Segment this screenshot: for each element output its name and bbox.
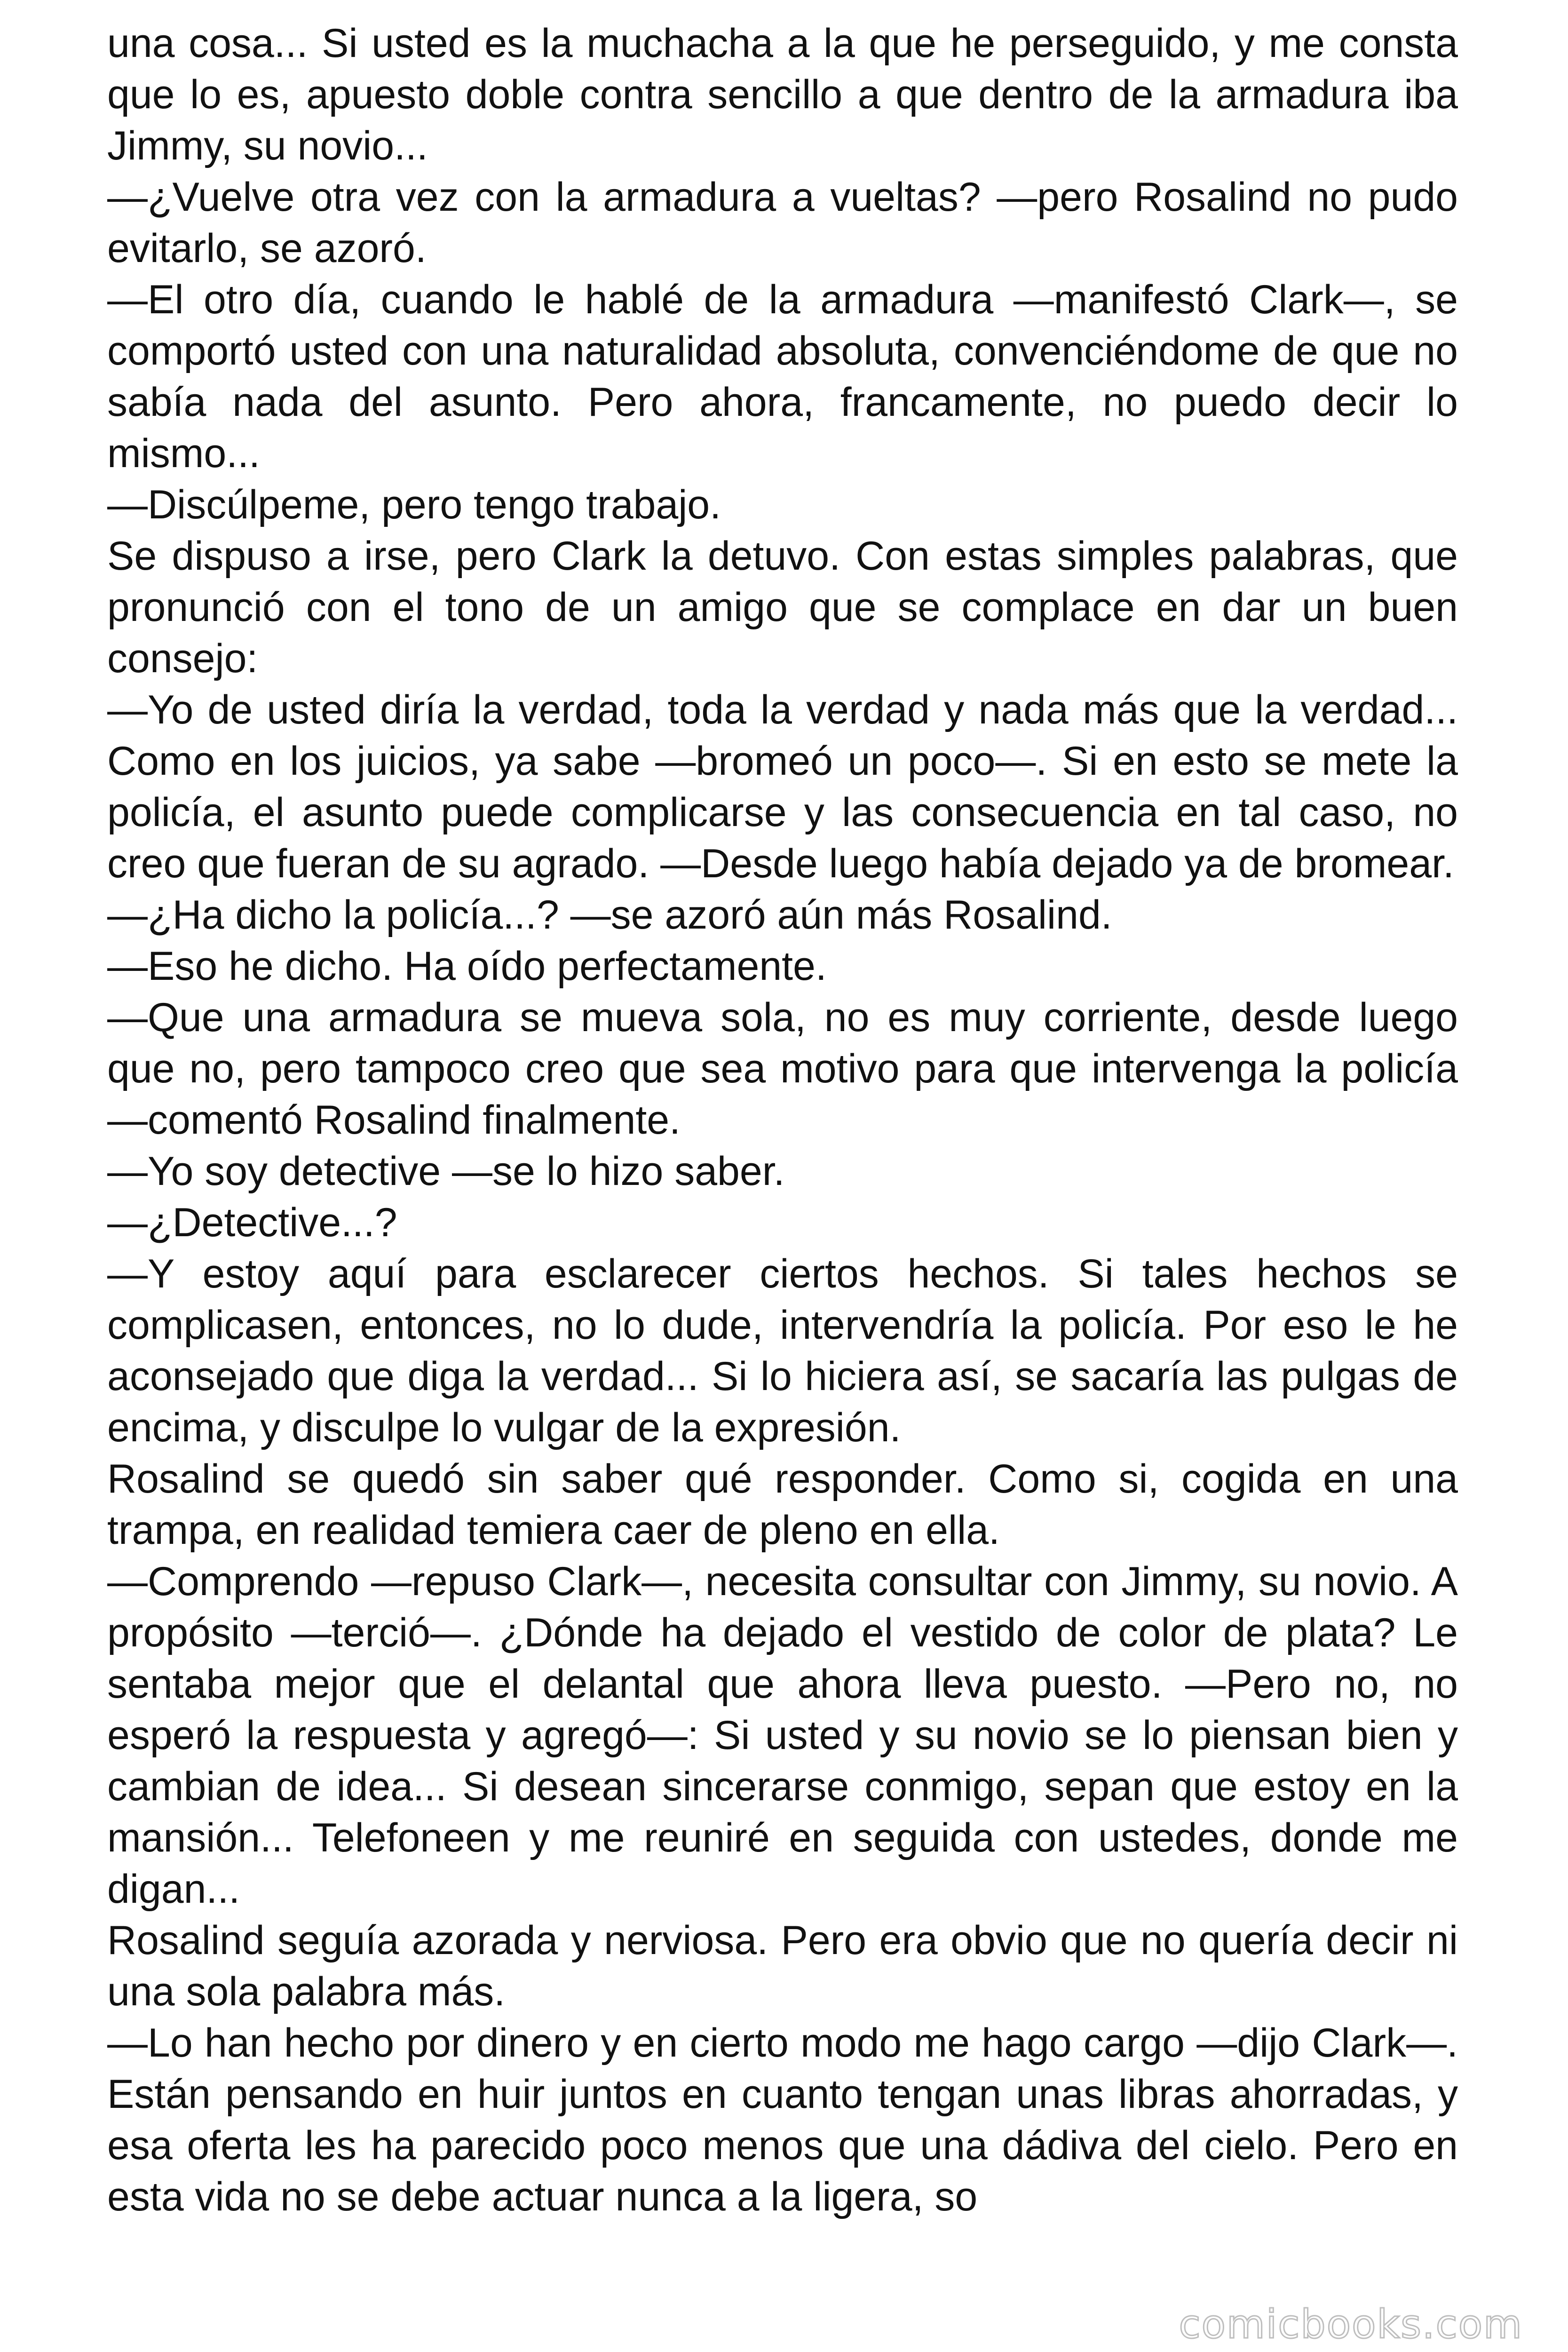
paragraph: —Yo soy detective —se lo hizo saber. [107, 1149, 785, 1194]
paragraph: —Lo han hecho por dinero y en cierto modo me hago cargo —dijo Clark—. Están pensando en huir juntos en cuanto tengan unas libras ahorradas, y esa oferta les ha parecido poco menos que una dádiva del cielo. Pero en esta vida no se debe actuar nunca a la ligera, so [107, 2020, 1458, 2219]
paragraph: —Que una armadura se mueva sola, no es muy corriente, desde luego que no, pero tampoco creo que sea motivo para que intervenga la policía —comentó Rosalind finalmente. [107, 995, 1458, 1143]
paragraph: Se dispuso a irse, pero Clark la detuvo. Con estas simples palabras, que pronunció con el tono de un amigo que se complace en dar un buen consejo: [107, 533, 1458, 681]
paragraph: —Discúlpeme, pero tengo trabajo. [107, 482, 721, 527]
paragraph: Rosalind seguía azorada y nerviosa. Pero era obvio que no quería decir ni una sola palabra más. [107, 1918, 1458, 2014]
watermark: comicbooks.com [1179, 2301, 1523, 2347]
paragraph: —Y estoy aquí para esclarecer ciertos hechos. Si tales hechos se complicasen, entonces, no lo dude, intervendría la policía. Por eso le he aconsejado que diga la verdad... Si lo hiciera así, se sacaría las pulgas de encima, y disculpe lo vulgar de la expresión. [107, 1251, 1458, 1450]
paragraph: —Eso he dicho. Ha oído perfectamente. [107, 944, 827, 989]
paragraph: —¿Vuelve otra vez con la armadura a vueltas? —pero Rosalind no pudo evitarlo, se azoró. [107, 175, 1458, 271]
page-text [107, 18, 1458, 2223]
paragraph: —¿Detective...? [107, 1200, 397, 1245]
paragraph: —El otro día, cuando le hablé de la armadura —manifestó Clark—, se comportó usted con una naturalidad absoluta, convenciéndome de que no sabía nada del asunto. Pero ahora, francamente, no puedo decir lo mismo... [107, 277, 1458, 476]
paragraph: —Yo de usted diría la verdad, toda la verdad y nada más que la verdad... Como en los juicios, ya sabe —bromeó un poco—. Si en esto se mete la policía, el asunto puede complicarse y las consecuencia en tal caso, no creo que fueran de su agrado. —Desde luego había dejado ya de bromear. [107, 687, 1458, 886]
paragraph: Rosalind se quedó sin saber qué responder. Como si, cogida en una trampa, en realidad temiera caer de pleno en ella. [107, 1456, 1458, 1553]
paragraph: una cosa... Si usted es la muchacha a la que he perseguido, y me consta que lo es, apuesto doble contra sencillo a que dentro de la armadura iba Jimmy, su novio... [107, 21, 1458, 168]
paragraph: —¿Ha dicho la policía...? —se azoró aún más Rosalind. [107, 892, 1112, 938]
paragraph: —Comprendo —repuso Clark—, necesita consultar con Jimmy, su novio. A propósito —terció—. ¿Dónde ha dejado el vestido de color de plata? Le sentaba mejor que el delantal que ahora lleva puesto. —Pero no, no esperó la respuesta y agregó—: Si usted y su novio se lo piensan bien y cambian de idea... Si desean sincerarse conmigo, sepan que estoy en la mansión... Telefoneen y me reuniré en seguida con ustedes, donde me digan... [107, 1559, 1458, 1912]
